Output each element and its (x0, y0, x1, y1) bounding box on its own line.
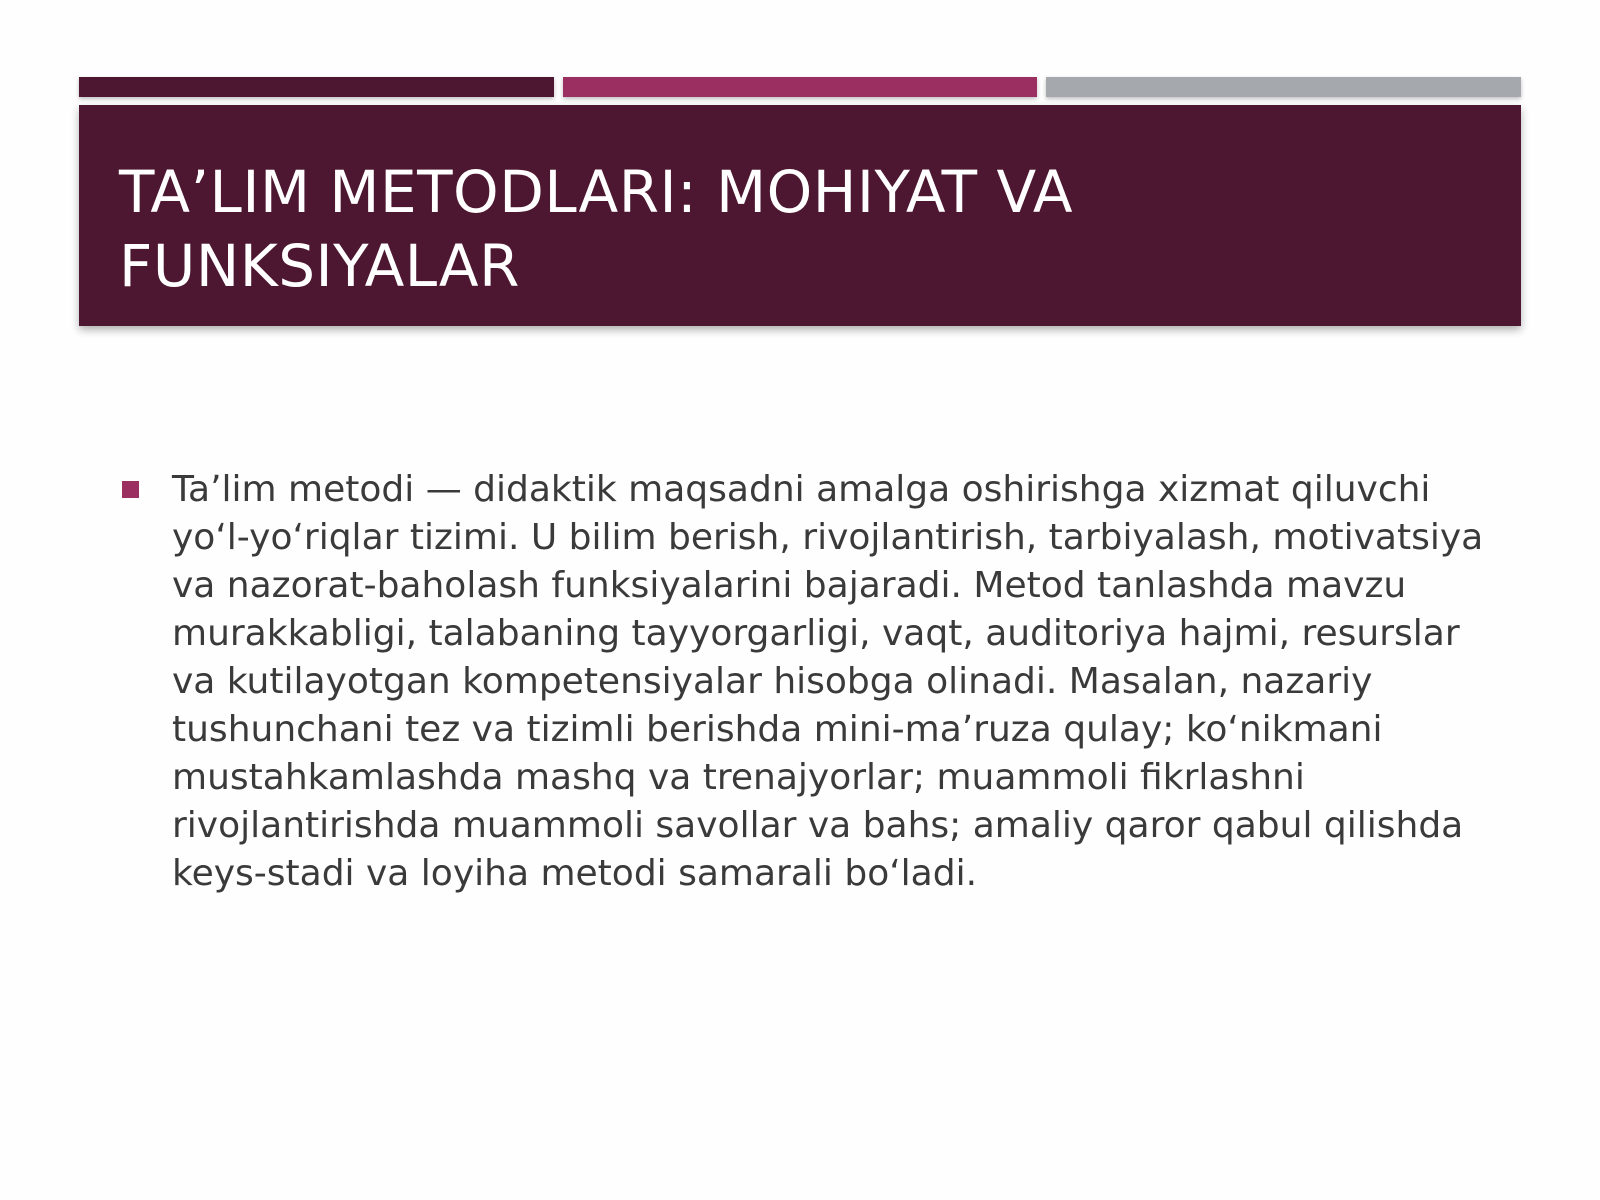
bullet-item (120, 466, 1485, 898)
bullet-text: Ta’lim metodi — didaktik maqsadni amalga oshirishga xizmat qiluvchi yo‘l-yo‘riqlar tizimi. U bilim berish, rivojlantirish, tarbiyalash, motivatsiya va nazorat-baholash funksiyalarini bajaradi. Metod tanlashda mavzu murakkabligi, talabaning tayyorgarligi, vaqt, auditoriya hajmi, resurslar va kutilayotgan kompetensiyalar hisobga olinadi. Masalan, nazariy tushunchani tez va tizimli berishda mini-ma’ruza qulay; ko‘nikmani mustahkamlashda mashq va trenajyorlar; muammoli fikrlashni rivojlantirishda muammoli savollar va bahs; amaliy qaror qabul qilishda keys-stadi va loyiha metodi samarali bo‘ladi. (172, 469, 1484, 894)
accent-bar-gray (1046, 77, 1521, 97)
square-bullet-icon (122, 481, 139, 498)
accent-bar-magenta (563, 77, 1037, 97)
slide-title: TA’LIM METODLARI: MOHIYAT VA FUNKSIYALAR (119, 158, 1074, 300)
slide-content (120, 466, 1485, 898)
title-band (79, 105, 1521, 326)
accent-bar-dark (79, 77, 554, 97)
